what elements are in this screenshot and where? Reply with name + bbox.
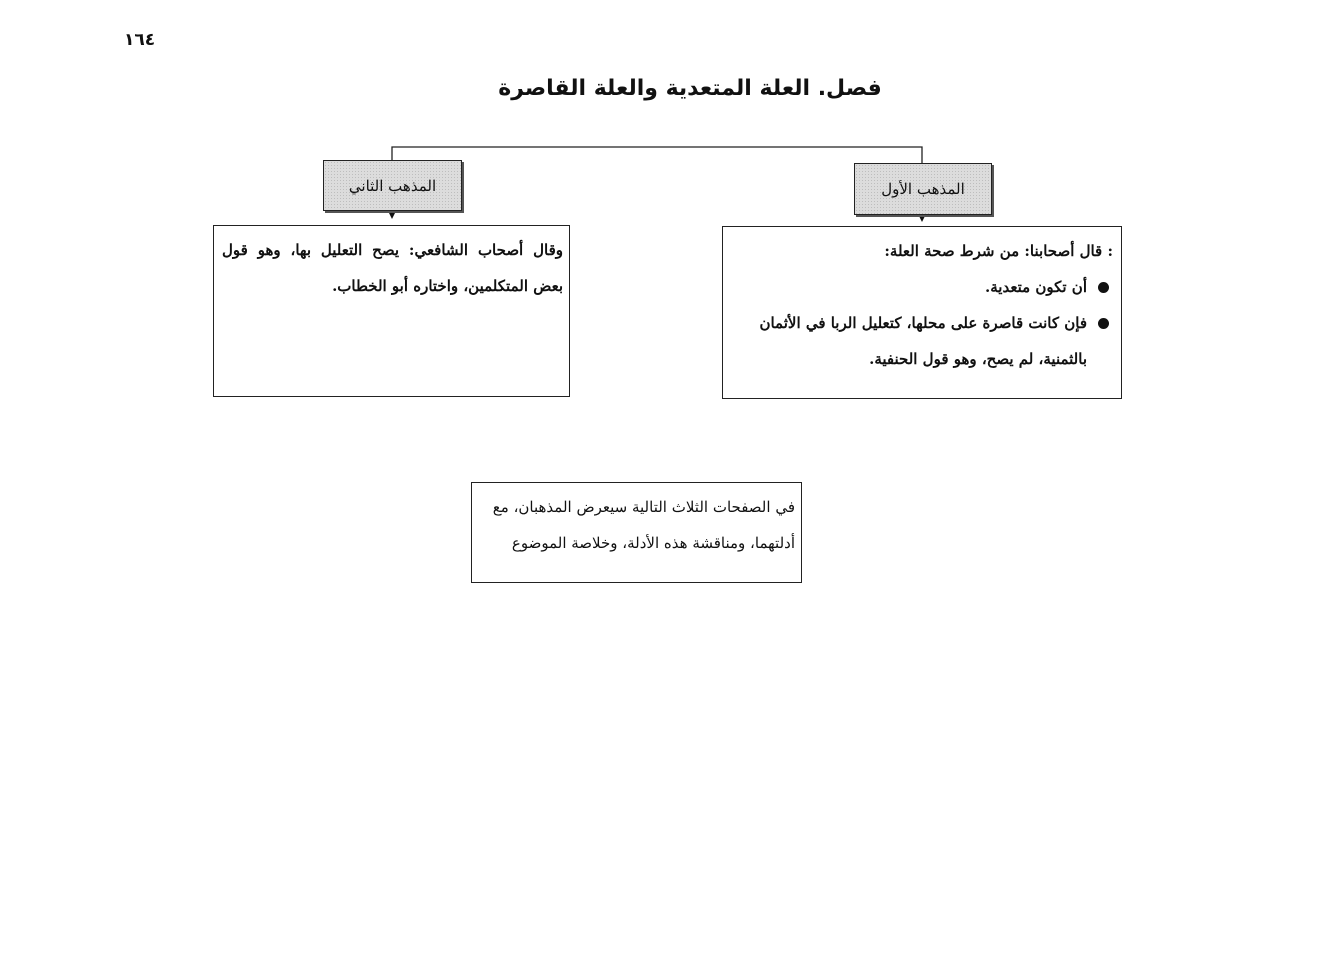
bullet-icon [1098,282,1109,293]
first-school-intro: : قال أصحابنا: من شرط صحة العلة: [884,242,1113,260]
arrow-second-school [388,211,396,219]
first-school-point-text: أن تكون متعدية. [985,278,1087,296]
first-school-header [854,163,992,215]
page-number: ١٦٤ [124,30,156,50]
first-school-points [757,269,1113,377]
first-school-point [757,305,1113,377]
note-box [471,482,802,583]
second-school-text: وقال أصحاب الشافعي: يصح التعليل بها، وهو قول بعض المتكلمين، واختاره أبو الخطاب. [222,241,563,295]
first-school-box [722,226,1122,399]
second-school-box [213,225,570,397]
first-school-label: المذهب الأول [881,180,965,198]
arrow-first-school [918,214,926,222]
first-school-point [757,269,1113,305]
second-school-label: المذهب الثاني [348,176,437,195]
first-school-point-text: فإن كانت قاصرة على محلها، كتعليل الربا في الأثمان بالثمنية، لم يصح، وهو قول الحنفية. [759,314,1087,368]
page-title: فصل. العلة المتعدية والعلة القاصرة [498,76,882,101]
bullet-icon [1098,318,1109,329]
top-bracket-line [392,147,922,163]
note-text: في الصفحات الثلاث التالية سيعرض المذهبان، مع أدلتهما، ومناقشة هذه الأدلة، وخلاصة الموضوع [492,498,795,552]
second-school-header [323,160,462,211]
